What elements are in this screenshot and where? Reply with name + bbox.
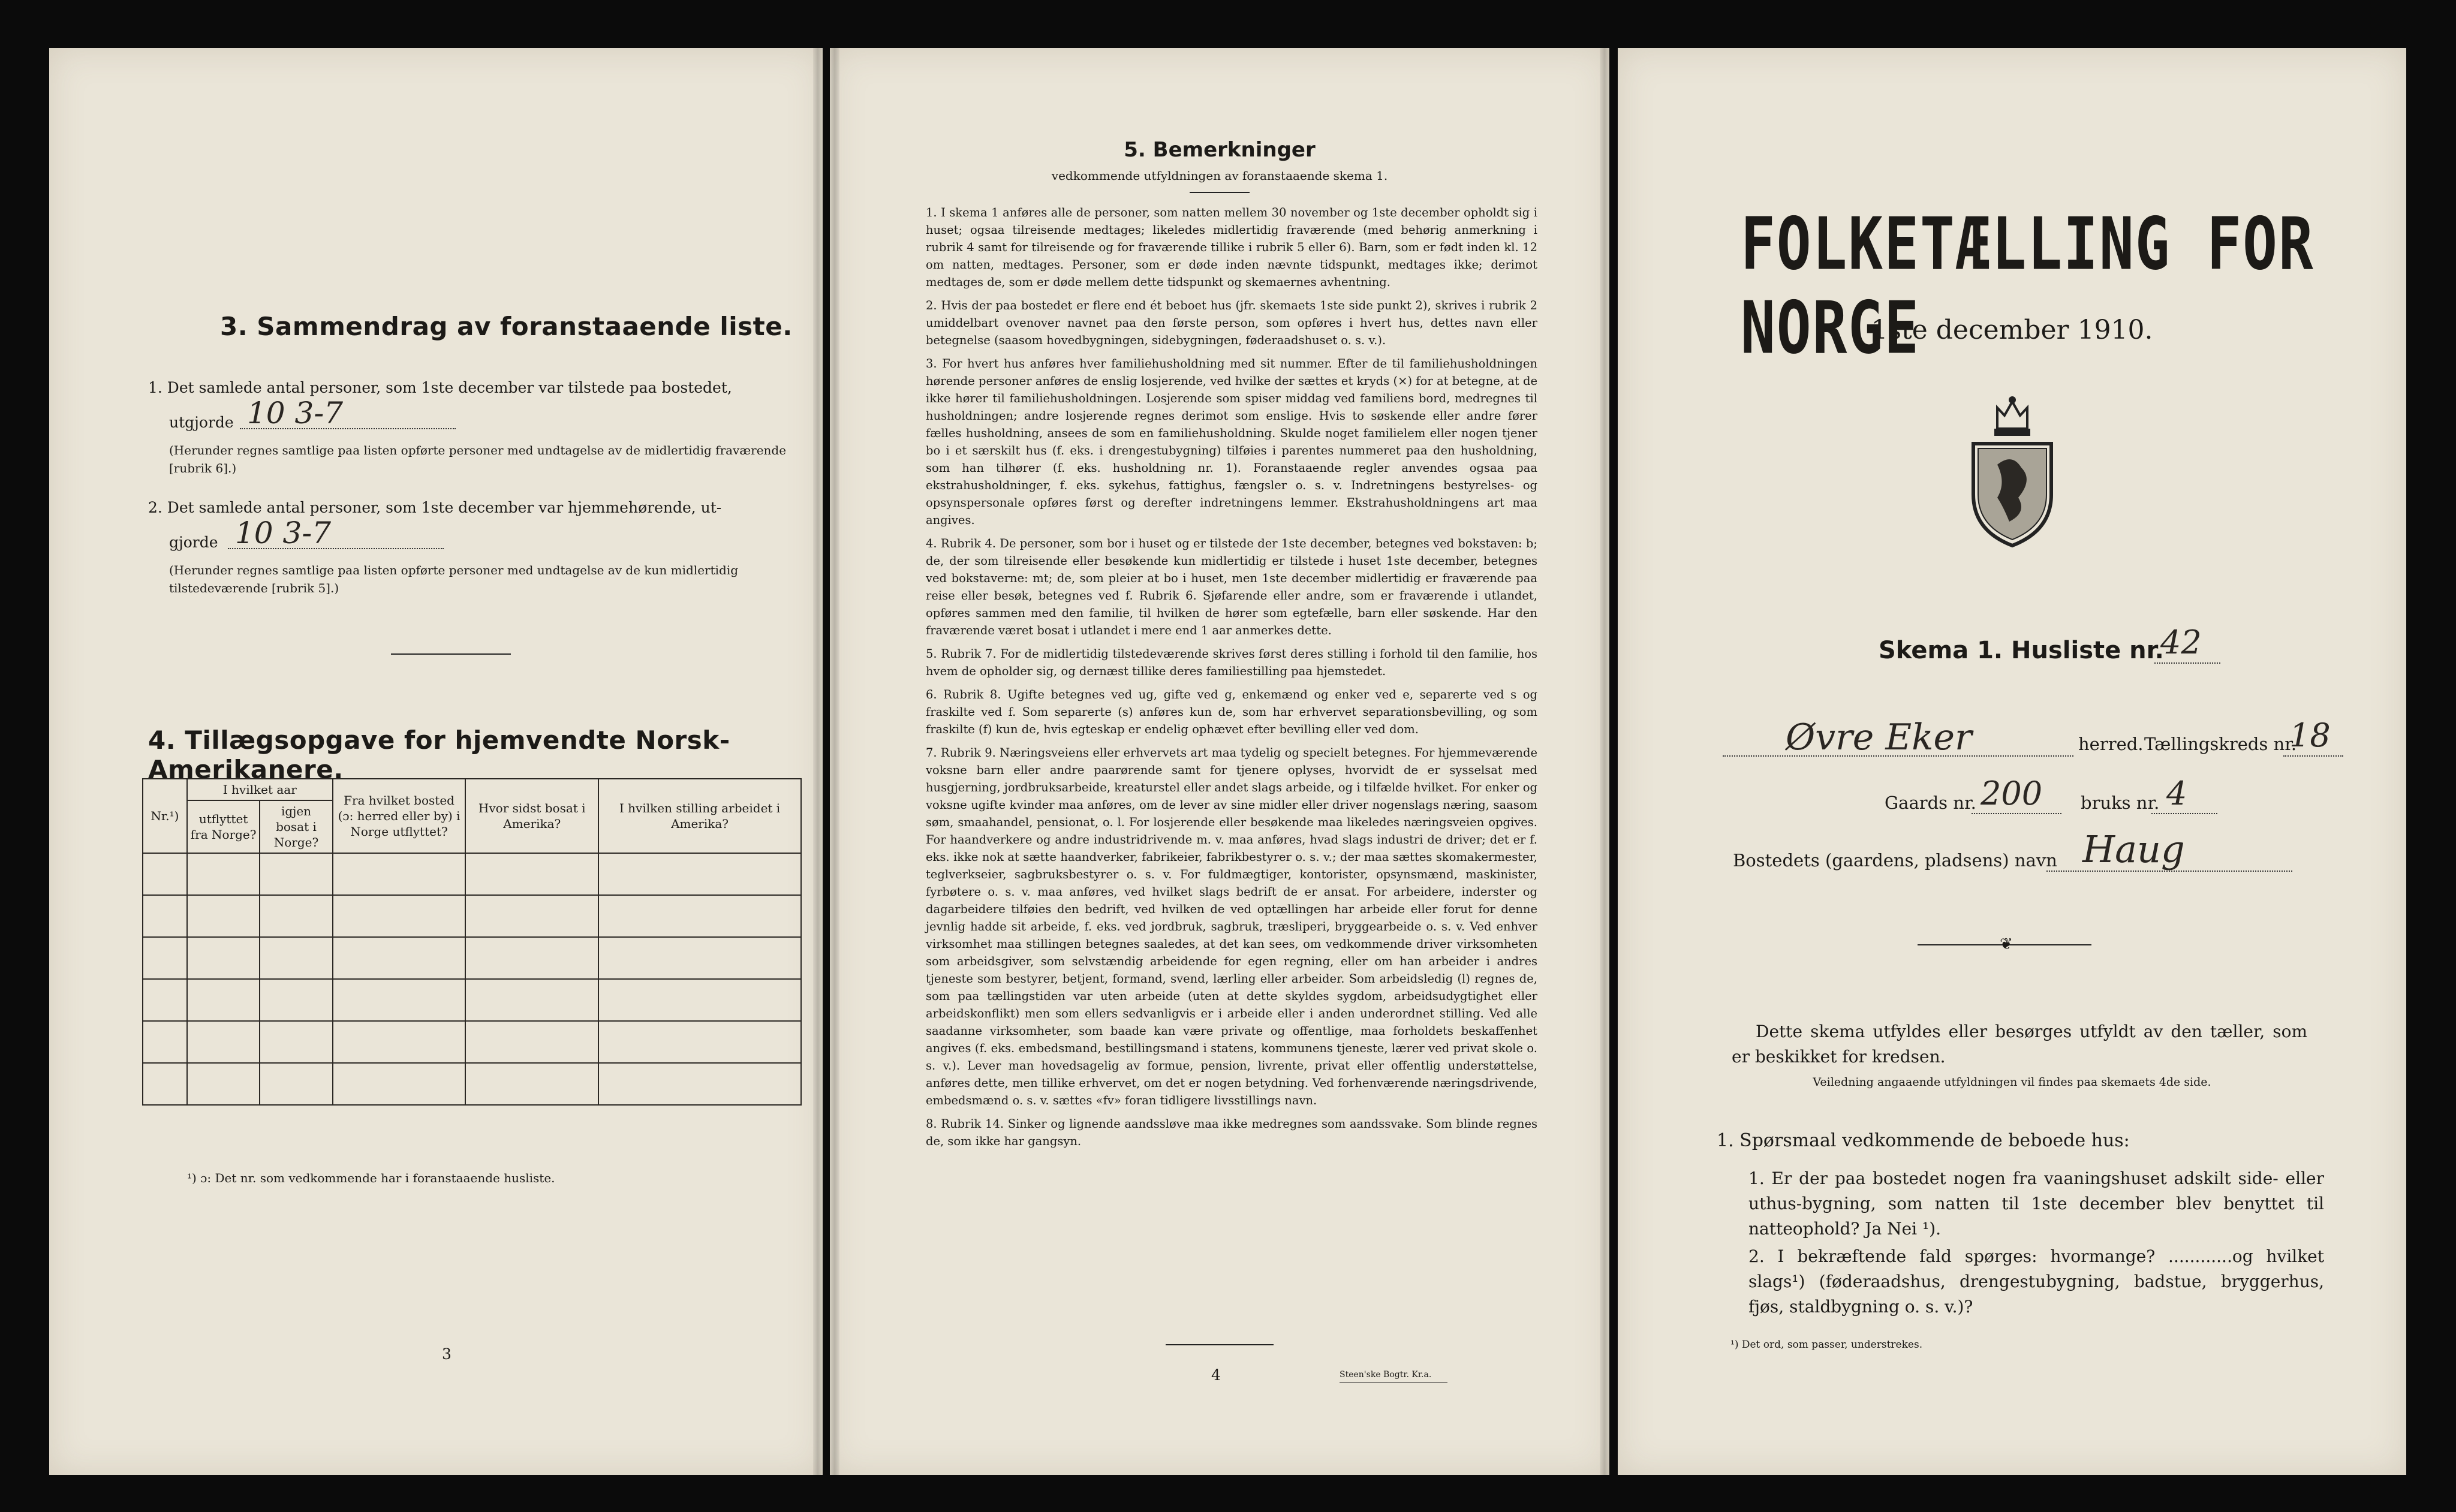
remarks-title: 5. Bemerkninger xyxy=(1124,138,1316,162)
col-position: I hvilken stilling arbeidet i Amerika? xyxy=(598,779,801,853)
gaards-label: Gaards nr. xyxy=(1885,793,1976,813)
returnee-table xyxy=(142,778,802,1106)
remark-paragraph: 2. Hvis der paa bostedet er flere end ét beboet hus (jfr. skemaets 1ste side punkt 2), skrives i rubrik 2 umiddelbart ovenover navnet paa den første person, som opføres i hvert hus, dettes navn eller betegnelse (saasom hovedbygningen, sidebygningen, føderaadshuset o. s. v.). xyxy=(926,299,1537,347)
bruks-value: 4 xyxy=(2166,775,2187,812)
summary-item-1-label: utgjorde xyxy=(169,414,234,431)
remark-paragraph: 5. Rubrik 7. For de midlertidig tilstedeværende skrives først deres stilling i forhold til den familie, hos hvem de opholder sig, og dernæst tillike deres familiestilling paa hjemstedet. xyxy=(926,647,1537,678)
col-last-place: Hvor sidst bosat i Amerika? xyxy=(465,779,598,853)
summary-item-1-note: (Herunder regnes samtlige paa listen opførte personer med undtagelse av de midlertidig fraværende [rubrik 6].) xyxy=(169,443,787,475)
page-number: 4 xyxy=(1211,1366,1221,1384)
questions-heading: 1. Spørsmaal vedkommende de beboede hus: xyxy=(1717,1130,2130,1151)
husliste-number: 42 xyxy=(2160,624,2202,661)
remark-paragraph: 7. Rubrik 9. Næringsveiens eller erhvervets art maa tydelig og specielt betegnes. For hjemmeværende voksne barn eller andre paarørende samt for tjenere oplyses, hvorvidt de er sysselsat med husgjerning, jordbruksarbeide, kreaturstel eller andet slags arbeide, og i tilfælde hvilket. For enker og voksne ugifte kvinder maa anføres, om de lever av sine midler eller driver nogenslags næring, saasom søm, smaahandel, pensionat, o. l. For losjerende eller besøkende maa likeledes næringsveien opgives. For haandverkere og andre industridrivende m. v. maa anføres, hvad slags industri de driver; det er f. eks. ikke nok at sætte haandverker, fabrikeier, fabrikbestyrer o. s. v.; der maa sættes skomakermester, teglverkseier, sagbruksbestyrer o. s. v. For fuldmægtiger, kontorister, opsynsmænd, maskinister, fyrbøtere o. s. v. maa anføres, ved hvilket slags bedrift de er ansat. For arbeidere, inderster og dagarbeidere tilføies den bedrift, ved hvilken de ved optællingen har arbeide eller forut for denne jevnlig hadde sit arbeide, f. eks. ved jordbruk, sagbruk, træsliperi, bryggearbeide o. s. v. Ved enhver virksomhet maa stillingen betegnes saaledes, at det kan sees, om vedkommende driver virksomheten som arbeidsgiver, som selvstændig arbeidende for egen regning, eller om han arbeider i andres tjeneste som bestyrer, betjent, formand, svend, lærling eller arbeider. Som arbeidsledig (l) regnes de, som paa tællingstiden var uten arbeide (uten at dette skyldes sygdom, arbeidsudygtighet eller arbeidskonflikt) men som ellers sedvanligvis er i arbeide eller i anden underordnet stilling. Ved alle saadanne virksomheter, som baade kan være private og offentlige, maa forholdets beskaffenhet angives (f. eks. embedsmand, bestillingsmand i statens, kommunens tjeneste, lærer ved privat skole o. s. v.). Lever man hovedsagelig av formue, pension, livrente, privat eller offentlig understøttelse, anføres dette, men tillike erhvervet, om det er nogen betydning. Ved forhenværende næringsdrivende, embedsmænd o. s. v. sættes «fv» foran tidligere livsstillings navn. xyxy=(926,746,1537,1107)
gaards-line xyxy=(1972,813,2061,814)
table-row xyxy=(143,895,801,937)
divider xyxy=(1166,1344,1274,1345)
kreds-value: 18 xyxy=(2289,716,2331,754)
remark-paragraph: 4. Rubrik 4. De personer, som bor i huset og er tilstede der 1ste december, betegnes ved bokstaven: b; de, der som tilreisende eller besøkende kun midlertidig er tilstede i huset 1ste december, betegnes ved bokstaverne: mt; de, som pleier at bo i huset, men 1ste december midlertidig er fraværende paa reise eller besøk, betegnes ved f. Rubrik 6. Sjøfarende eller andre, som er fraværende i utlandet, opføres sammen med den familie, til hvilken de hører som egtefælle, barn eller søskende. Har den fraværende været bosat i utlandet i mere end 1 aar anmerkes dette. xyxy=(926,537,1537,637)
summary-item-1: 1. Det samlede antal personer, som 1ste december var tilstede paa bostedet, xyxy=(148,379,732,396)
col-emigrated: utflyttet fra Norge? xyxy=(187,800,260,853)
middle-page xyxy=(830,48,1609,1475)
summary-item-2: 2. Det samlede antal personer, som 1ste december var hjemmehørende, ut- xyxy=(148,499,722,516)
remark-paragraph: 8. Rubrik 14. Sinker og lignende aandssløve maa ikke medregnes som aandssvake. Som blinde regnes de, som ikke har gangsyn. xyxy=(926,1117,1537,1148)
herred-label: herred. xyxy=(2078,734,2144,754)
page-edge xyxy=(813,48,823,1475)
ornament-icon: ❦ xyxy=(2000,935,2013,953)
table-footnote: ¹) ɔ: Det nr. som vedkommende har i foranstaaende husliste. xyxy=(187,1171,555,1185)
question-2: 2. I bekræftende fald spørges: hvormange? ............og hvilket slags¹) (føderaadshus, drengestubygning, badstue, bryggerhus, fjøs, staldbygning o. s. v.)? xyxy=(1748,1246,2324,1317)
bruks-line xyxy=(2151,813,2217,814)
instruction-text: Dette skema utfyldes eller besørges utfyldt av den tæller, som er beskikket for kredsen. xyxy=(1732,1022,2307,1067)
summary-item-2-label: gjorde xyxy=(169,534,218,551)
kreds-line xyxy=(2283,755,2343,757)
summary-item-1-value: 10 3-7 xyxy=(247,396,344,430)
herred-value: Øvre Eker xyxy=(1786,716,1972,758)
right-page xyxy=(1618,48,2406,1475)
section4-title: 4. Tillægsopgave for hjemvendte Norsk-Amerikanere. xyxy=(148,725,730,784)
remarks-body xyxy=(926,204,1537,1156)
table-row xyxy=(143,979,801,1021)
document-title: FOLKETÆLLING FOR NORGE xyxy=(1741,202,2314,370)
col-from-place: Fra hvilket bosted (ɔ: herred eller by) i Norge utflyttet? xyxy=(333,779,466,853)
bruks-label: bruks nr. xyxy=(2081,793,2160,813)
col-nr: Nr.¹) xyxy=(143,779,187,853)
table-row xyxy=(143,1021,801,1063)
bosted-value: Haug xyxy=(2082,827,2185,871)
husliste-line xyxy=(2154,662,2220,664)
page-edge xyxy=(1600,48,1609,1475)
summary-item-2-note: (Herunder regnes samtlige paa listen opførte personer med undtagelse av de kun midlertidig tilstedeværende [rubrik 5].) xyxy=(169,563,739,595)
section3-title: 3. Sammendrag av foranstaaende liste. xyxy=(220,312,793,341)
kreds-label: Tællingskreds nr. xyxy=(2144,734,2297,754)
coat-of-arms-icon xyxy=(1961,393,2063,549)
page-number: 3 xyxy=(442,1345,452,1363)
divider xyxy=(391,653,511,655)
table-row xyxy=(143,1063,801,1105)
remark-paragraph: 1. I skema 1 anføres alle de personer, som natten mellem 30 november og 1ste december opholdt sig i huset; ogsaa tilreisende medtages; likeledes midlertidig fraværende (med behørig anmerkning i rubrik 4 samt for tilreisende og for fraværende tillike i rubrik 5 eller 6). Barn, som er født inden kl. 12 om natten, medtages. Personer, som er døde inden nævnte tidspunkt, medtages ikke; derimot medtages de, som er døde mellem dette tidspunkt og skemaernes avhentning. xyxy=(926,206,1537,289)
remarks-subtitle: vedkommende utfyldningen av foranstaaende skema 1. xyxy=(1051,168,1388,183)
table-row xyxy=(143,937,801,979)
col-group-year: I hvilket aar xyxy=(187,779,333,800)
summary-item-2-value: 10 3-7 xyxy=(235,516,332,550)
skema-label: Skema 1. Husliste nr. xyxy=(1879,637,2164,664)
table-row xyxy=(143,853,801,895)
footnote: ¹) Det ord, som passer, understrekes. xyxy=(1730,1339,1923,1351)
printer-mark: Steen'ske Bogtr. Kr.a. xyxy=(1340,1370,1432,1380)
remark-paragraph: 6. Rubrik 8. Ugifte betegnes ved ug, gifte ved g, enkemænd og enker ved e, separerte ved s og fraskilte ved f. Som separerte (s) anføres kun de, som har erhvervet separationsbevilling, og som fraskilte (f) kun de, hvis egteskap er endelig ophævet efter bevilling eller ved dom. xyxy=(926,688,1537,736)
col-returned: igjen bosat i Norge? xyxy=(260,800,332,853)
gaards-value: 200 xyxy=(1981,775,2043,812)
left-page xyxy=(49,48,823,1475)
instruction-note: Veiledning angaaende utfyldningen vil findes paa skemaets 4de side. xyxy=(1813,1076,2211,1089)
page-edge xyxy=(830,48,839,1475)
census-date: 1ste december 1910. xyxy=(1871,315,2153,345)
question-1: 1. Er der paa bostedet nogen fra vaaningshuset adskilt side- eller uthus-bygning, som natten til 1ste december blev benyttet til natteophold? Ja Nei ¹). xyxy=(1748,1168,2324,1239)
bosted-label: Bostedets (gaardens, pladsens) navn xyxy=(1733,850,2057,871)
divider xyxy=(1190,192,1250,193)
remark-paragraph: 3. For hvert hus anføres hver familiehusholdning med sit nummer. Efter de til familiehusholdningen hørende personer anføres de enslig losjerende, ved hvilke der sættes et kryds (×) for at betegne, at de ikke hører til familiehusholdningen. Losjerende som spiser middag ved familiens bord, medregnes til husholdningen; andre losjerende regnes derimot som enslige. Hvis to søskende eller andre fører fælles husholdning, ansees de som en familiehusholdning. Skulde noget familielem eller nogen tjener bo i et særskilt hus (f. eks. i drengestubygning) tilføies i parentes nummeret paa den husholdning, som han tilhører (f. eks. husholdning nr. 1). Foranstaaende regler anvendes ogsaa paa ekstrahusholdninger, f. eks. sykehus, fattighus, fængsler o. s. v. Indretningens bestyrelses- og opsynspersonale opføres først og derefter indretningens lemmer. Ekstrahusholdningens art maa angives. xyxy=(926,357,1537,527)
